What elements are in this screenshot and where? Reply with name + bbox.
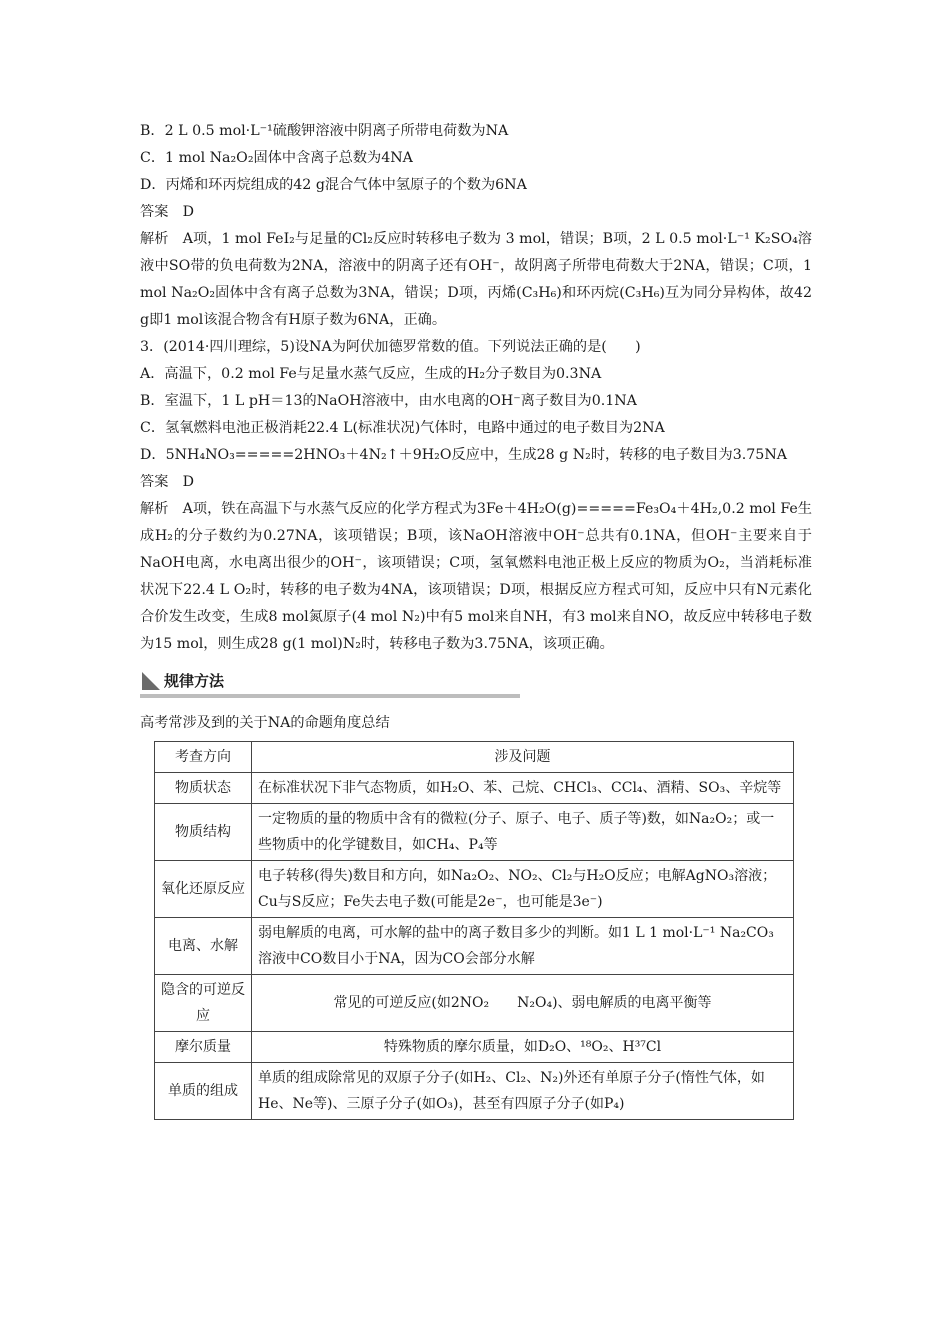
option-c: C．1 mol Na₂O₂固体中含离子总数为4NA [140, 150, 413, 166]
row-direction: 物质结构 [155, 804, 252, 861]
document-body [140, 118, 812, 1120]
row-direction: 隐含的可逆反应 [155, 975, 252, 1032]
option-b: B．2 L 0.5 mol·L⁻¹硫酸钾溶液中阴离子所带电荷数为NA [140, 123, 509, 139]
section-underline [140, 694, 520, 698]
section-title: 规律方法 [164, 672, 225, 690]
table-row [155, 773, 794, 804]
analysis-2: 解析 A项，铁在高温下与水蒸气反应的化学方程式为3Fe＋4H₂O(g)=====Fe₃O₄＋4H₂,0.2 mol Fe生成H₂的分子数约为0.27NA，该项错误；B项，该NaOH溶液中OH⁻总共有0.1NA，但OH⁻主要来自于NaOH电离，水电离出很少的OH⁻，该项错误；C项，氢氧燃料电池正极上反应的物质为O₂，当消耗标准状况下22.4 L O₂时，转移的电子数为4NA，该项错误；D项，根据反应方程式可知，反应中只有N元素化合价发生改变，生成8 mol氮原子(4 mol N₂)中有5 mol来自NH，有3 mol来自NO，故反应中转移电子数为15 mol，则生成28 g(1 mol)N₂时，转移电子数为3.75NA，该项正确。 [140, 501, 812, 652]
row-issue: 一定物质的量的物质中含有的微粒(分子、原子、电子、质子等)数，如Na₂O₂；或一些物质中的化学键数目，如CH₄、P₄等 [252, 804, 794, 861]
row-issue: 单质的组成除常见的双原子分子(如H₂、Cl₂、N₂)外还有单原子分子(惰性气体，如He、Ne等)、三原子分子(如O₃)，甚至有四原子分子(如P₄) [252, 1063, 794, 1120]
row-issue: 电子转移(得失)数目和方向，如Na₂O₂、NO₂、Cl₂与H₂O反应；电解AgNO₃溶液；Cu与S反应；Fe失去电子数(可能是2e⁻，也可能是3e⁻) [252, 861, 794, 918]
q3-option-c: C．氢氧燃料电池正极消耗22.4 L(标准状况)气体时，电路中通过的电子数目为2NA [140, 420, 665, 436]
row-direction: 物质状态 [155, 773, 252, 804]
row-direction: 电离、水解 [155, 918, 252, 975]
row-issue: 常见的可逆反应(如2NO₂ N₂O₄)、弱电解质的电离平衡等 [252, 975, 794, 1032]
row-direction: 单质的组成 [155, 1063, 252, 1120]
answer-1: 答案 D [140, 204, 194, 220]
analysis-1: 解析 A项，1 mol FeI₂与足量的Cl₂反应时转移电子数为 3 mol，错误；B项，2 L 0.5 mol·L⁻¹ K₂SO₄溶液中SO带的负电荷数为2NA，溶液中的阴离子还有OH⁻，故阴离子所带电荷数大于2NA，错误；C项，1 mol Na₂O₂固体中含有离子总数为3NA，错误；D项，丙烯(C₃H₆)和环丙烷(C₃H₆)互为同分异构体，故42 g即1 mol该混合物含有H原子数为6NA，正确。 [140, 231, 812, 328]
table-row [155, 1063, 794, 1120]
summary-table [154, 741, 794, 1120]
q3-option-a: A．高温下，0.2 mol Fe与足量水蒸气反应，生成的H₂分子数目为0.3NA [140, 366, 602, 382]
table-intro: 高考常涉及到的关于NA的命题角度总结 [140, 715, 390, 731]
triangle-marker-icon [142, 672, 160, 690]
header-direction: 考查方向 [155, 742, 252, 773]
table-row [155, 804, 794, 861]
section-header [140, 668, 520, 698]
q3-option-d: D．5NH₄NO₃=====2HNO₃＋4N₂↑＋9H₂O反应中，生成28 g N₂时，转移的电子数目为3.75NA [140, 447, 787, 463]
row-direction: 氧化还原反应 [155, 861, 252, 918]
answer-2: 答案 D [140, 474, 194, 490]
row-direction: 摩尔质量 [155, 1032, 252, 1063]
q3-option-b: B．室温下，1 L pH＝13的NaOH溶液中，由水电离的OH⁻离子数目为0.1NA [140, 393, 637, 409]
table-row [155, 861, 794, 918]
row-issue: 在标准状况下非气态物质，如H₂O、苯、己烷、CHCl₃、CCl₄、酒精、SO₃、辛烷等 [252, 773, 794, 804]
question-3-stem: 3．(2014·四川理综，5)设NA为阿伏加德罗常数的值。下列说法正确的是( ) [140, 339, 641, 355]
table-row [155, 975, 794, 1032]
row-issue: 弱电解质的电离，可水解的盐中的离子数目多少的判断。如1 L 1 mol·L⁻¹ Na₂CO₃溶液中CO数目小于NA，因为CO会部分水解 [252, 918, 794, 975]
header-issues: 涉及问题 [252, 742, 794, 773]
option-d: D．丙烯和环丙烷组成的42 g混合气体中氢原子的个数为6NA [140, 177, 527, 193]
table-row [155, 1032, 794, 1063]
table-header-row [155, 742, 794, 773]
table-row [155, 918, 794, 975]
row-issue: 特殊物质的摩尔质量，如D₂O、¹⁸O₂、H³⁷Cl [252, 1032, 794, 1063]
